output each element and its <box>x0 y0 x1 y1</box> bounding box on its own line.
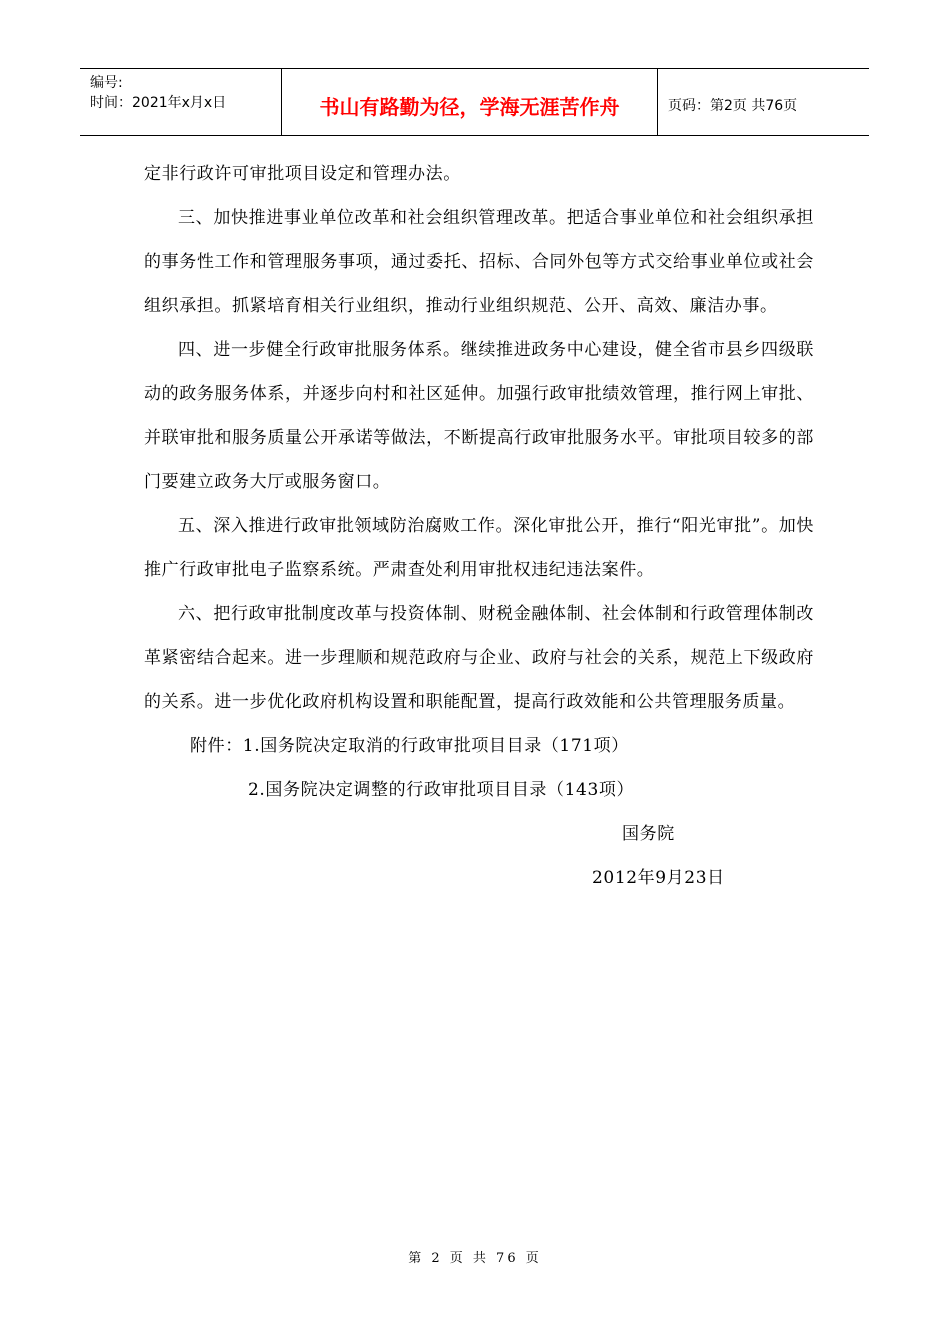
document-header <box>80 68 869 136</box>
attachment-line-1: 附件：1.国务院决定取消的行政审批项目目录（171项） <box>190 736 629 756</box>
document-time-label: 时间：2021年x月x日 <box>90 95 227 111</box>
body-paragraph: 五、深入推进行政审批领域防治腐败工作。深化审批公开，推行“阳光审批”。加快推广行政审批电子监察系统。严肃查处利用审批权违纪违法案件。 <box>144 516 814 580</box>
header-page-code: 页码：第2页 共76页 <box>668 98 798 114</box>
page-footer: 第 2 页 共 76 页 <box>408 1251 542 1266</box>
body-paragraph: 三、加快推进事业单位改革和社会组织管理改革。把适合事业单位和社会组织承担的事务性工作和管理服务事项，通过委托、招标、合同外包等方式交给事业单位或社会组织承担。抓紧培育相关行业组织，推动行业组织规范、公开、高效、廉洁办事。 <box>144 208 814 316</box>
document-body <box>144 152 814 900</box>
body-paragraph: 定非行政许可审批项目设定和管理办法。 <box>144 164 461 184</box>
body-paragraph: 六、把行政审批制度改革与投资体制、财税金融体制、社会体制和行政管理体制改革紧密结合起来。进一步理顺和规范政府与企业、政府与社会的关系，规范上下级政府的关系。进一步优化政府机构设置和职能配置，提高行政效能和公共管理服务质量。 <box>144 604 814 712</box>
document-number-label: 编号: <box>90 75 123 91</box>
header-meta-cell <box>80 69 282 135</box>
body-paragraph: 四、进一步健全行政审批服务体系。继续推进政务中心建设，健全省市县乡四级联动的政务服务体系，并逐步向村和社区延伸。加强行政审批绩效管理，推行网上审批、并联审批和服务质量公开承诺等做法，不断提高行政审批服务水平。审批项目较多的部门要建立政务大厅或服务窗口。 <box>144 340 814 492</box>
attachment-line-2: 2.国务院决定调整的行政审批项目目录（143项） <box>248 780 635 800</box>
signature-date: 2012年9月23日 <box>592 868 725 888</box>
header-motto: 书山有路勤为径，学海无涯苦作舟 <box>282 69 658 135</box>
signature: 国务院 <box>622 824 675 844</box>
